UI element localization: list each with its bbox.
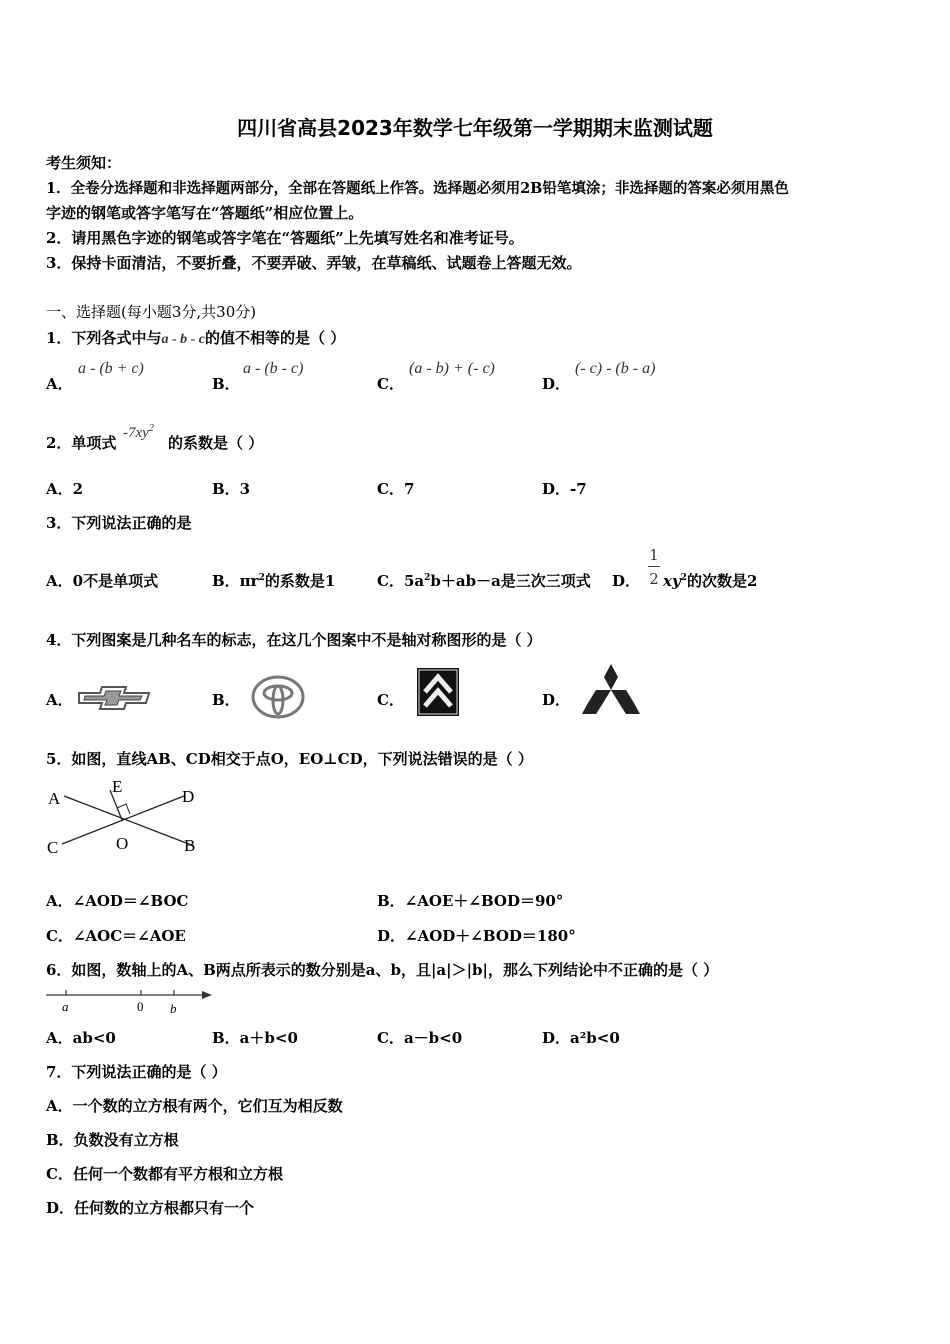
q7-option-d[interactable]: D．任何数的立方根都只有一个 (46, 1199, 255, 1217)
q2-option-d[interactable]: D．-7 (542, 480, 587, 498)
q3-stem: 3．下列说法正确的是 (46, 514, 192, 532)
q3-option-c[interactable]: C．$5a^2b+ab-a$是三次三项式 (377, 572, 591, 590)
q2-stem-post: 的系数是（ ） (168, 434, 264, 452)
q3-option-d-text: $xy^2$的次数是2 (663, 572, 758, 590)
q7-option-a[interactable]: A．一个数的立方根有两个，它们互为相反数 (46, 1097, 343, 1115)
point-c-label: C (47, 838, 59, 857)
q2-option-c[interactable]: C．7 (377, 480, 415, 498)
q4-label-b: B． (212, 691, 240, 709)
q1-option-a[interactable]: a - (b + c) (78, 360, 144, 377)
point-b-label: B (184, 836, 196, 855)
notice-line-2: 2．请用黑色字迹的钢笔或答字笔在“答题纸”上先填写姓名和准考证号。 (46, 229, 524, 247)
notice-heading: 考生须知： (46, 154, 122, 172)
q4-stem: 4．下列图案是几种名车的标志，在这几个图案中不是轴对称图形的是（ ） (46, 631, 542, 649)
q3-fraction-num: 1 (649, 546, 659, 564)
q3-fraction-bar (648, 566, 660, 567)
q4-label-a: A． (46, 691, 73, 709)
q5-stem: 5．如图，直线AB、CD相交于点O，EO⊥CD，下列说法错误的是（ ） (46, 750, 533, 768)
q1-label-d: D． (542, 375, 571, 393)
q3-option-a[interactable]: A．0不是单项式 (46, 572, 159, 590)
q3-fraction-den: 2 (649, 570, 659, 588)
q2-option-a[interactable]: A．2 (46, 480, 84, 498)
axis-label-a: a (62, 999, 69, 1014)
citroen-logo[interactable] (417, 668, 459, 716)
q1-stem (46, 327, 345, 348)
q6-stem: 6．如图，数轴上的A、B两点所表示的数分别是a、b，且|a|＞|b|，那么下列结论中不正确的是（ ） (46, 961, 719, 979)
axis-label-zero: 0 (137, 999, 144, 1014)
q1-label-a: A． (46, 375, 73, 393)
q1-stem-pre: 1．下列各式中与 (46, 329, 162, 347)
q2-stem-pre: 2．单项式 (46, 434, 117, 452)
toyota-logo[interactable] (250, 673, 306, 721)
page-title: 四川省高县2023年数学七年级第一学期期末监测试题 (237, 116, 713, 140)
q7-stem: 7．下列说法正确的是（ ） (46, 1063, 227, 1081)
point-a-label: A (48, 789, 61, 808)
q1-option-b[interactable]: a - (b - c) (243, 360, 304, 377)
q5-option-d[interactable]: D．∠AOD＋∠BOD＝180° (377, 927, 576, 945)
line-ab (64, 796, 194, 846)
notice-line-1: 1．全卷分选择题和非选择题两部分，全部在答题纸上作答。选择题必须用2B铅笔填涂；非选择题的答案必须用黑色 (46, 180, 789, 197)
q1-option-d[interactable]: (- c) - (b - a) (575, 360, 656, 377)
chevrolet-logo[interactable] (76, 684, 152, 712)
q1-stem-post: 的值不相等的是（ ） (205, 329, 346, 347)
q6-option-b[interactable]: B．a＋b<0 (212, 1029, 298, 1047)
q1-option-c[interactable]: (a - b) + (- c) (409, 360, 495, 377)
axis-label-b: b (170, 1001, 177, 1016)
q1-label-b: B． (212, 375, 240, 393)
point-o-label: O (116, 834, 129, 853)
q4-label-c: C． (377, 691, 404, 709)
section-heading: 一、选择题(每小题3分,共30分) (46, 303, 257, 321)
point-d-label: D (182, 787, 195, 806)
q2-option-b[interactable]: B．3 (212, 480, 251, 498)
q3-option-b[interactable]: B．$\pi r^2$的系数是1 (212, 572, 336, 590)
notice-line-3: 3．保持卡面清洁，不要折叠，不要弄破、弄皱，在草稿纸、试题卷上答题无效。 (46, 254, 582, 272)
q3-option-d-label[interactable]: D． (612, 572, 641, 590)
q1-expr: a - b - c (161, 332, 205, 347)
q4-label-d: D． (542, 691, 571, 709)
q5-option-c[interactable]: C．∠AOC＝∠AOE (46, 927, 186, 945)
q2-expr: $-7xy^2$ (123, 423, 154, 441)
q5-option-a[interactable]: A．∠AOD＝∠BOC (46, 892, 189, 910)
q6-option-d[interactable]: D．a²b<0 (542, 1029, 620, 1047)
point-e-label: E (112, 778, 123, 796)
q7-option-b[interactable]: B．负数没有立方根 (46, 1131, 179, 1149)
q1-label-c: C． (377, 375, 404, 393)
q5-option-b[interactable]: B．∠AOE＋∠BOD＝90° (377, 892, 564, 910)
q6-option-c[interactable]: C．a－b<0 (377, 1029, 463, 1047)
q5-figure (44, 778, 214, 860)
q7-option-c[interactable]: C．任何一个数都有平方根和立方根 (46, 1165, 283, 1183)
q6-option-a[interactable]: A．ab<0 (46, 1029, 116, 1047)
notice-line-1b: 字迹的钢笔或答字笔写在“答题纸”相应位置上。 (46, 204, 364, 222)
mitsubishi-logo[interactable] (582, 662, 640, 716)
number-line (44, 985, 214, 1019)
